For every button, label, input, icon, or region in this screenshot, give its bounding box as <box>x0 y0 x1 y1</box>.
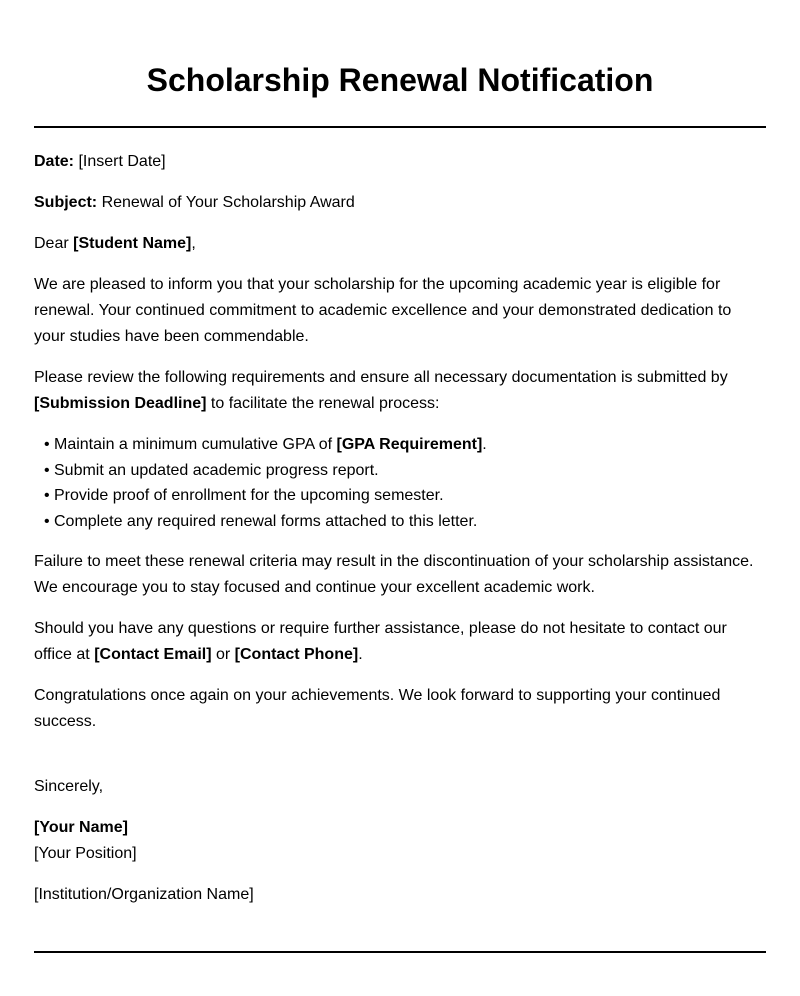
date-label: Date: <box>34 153 75 170</box>
bullet-icon: • <box>44 461 50 479</box>
subject-label: Subject: <box>34 194 98 211</box>
closing-spacer <box>34 750 766 774</box>
list-item <box>44 432 766 458</box>
top-divider <box>34 126 766 128</box>
subject-value: Renewal of Your Scholarship Award <box>97 194 355 211</box>
greeting-prefix: Dear <box>34 235 74 252</box>
date-value: [Insert Date] <box>74 153 166 170</box>
greeting-suffix: , <box>191 235 196 252</box>
deadline-placeholder: [Submission Deadline] <box>34 395 207 412</box>
list-item <box>44 509 766 535</box>
requirement-text: Submit an updated academic progress report. <box>54 461 379 479</box>
signature-position: [Your Position] <box>34 845 137 862</box>
gpa-placeholder: [GPA Requirement] <box>336 436 483 453</box>
bullet-icon: • <box>44 512 50 530</box>
intro-paragraph: We are pleased to inform you that your scholarship for the upcoming academic year is eligible for renewal. Your continued commitment to academic excellence and your demonstrated dedication to your studies have been commendable. <box>34 276 732 345</box>
requirements-intro-paragraph <box>34 365 766 417</box>
requirements-intro-tail: to facilitate the renewal process: <box>206 395 440 412</box>
congratulations-paragraph: Congratulations once again on your achievements. We look forward to supporting your continued success. <box>34 687 721 730</box>
signature-organization: [Institution/Organization Name] <box>34 886 254 903</box>
consequence-paragraph: Failure to meet these renewal criteria may result in the discontinuation of your scholarship assistance. We encourage you to stay focused and continue your excellent academic work. <box>34 553 754 596</box>
contact-tail: . <box>358 646 363 663</box>
contact-paragraph <box>34 616 766 668</box>
greeting <box>34 231 766 257</box>
letter-body <box>34 149 766 923</box>
date-line <box>34 149 766 175</box>
bullet-icon: • <box>44 436 50 453</box>
contact-text: Should you have any questions or require further assistance, please do not hesitate to contact our office at <box>34 620 727 663</box>
student-name-placeholder: [Student Name] <box>73 235 192 252</box>
your-name-placeholder: [Your Name] <box>34 819 128 836</box>
list-item <box>44 483 766 509</box>
requirement-tail: . <box>482 436 487 453</box>
list-item <box>44 458 766 484</box>
subject-line <box>34 190 766 216</box>
requirement-text: Provide proof of enrollment for the upcoming semester. <box>54 487 444 504</box>
letter-title: Scholarship Renewal Notification <box>146 62 654 98</box>
bullet-icon: • <box>44 487 50 504</box>
requirements-intro-text: Please review the following requirements and ensure all necessary documentation is submitted by <box>34 369 728 386</box>
contact-email-placeholder: [Contact Email] <box>94 646 212 663</box>
closing: Sincerely, <box>34 778 104 795</box>
requirement-text: Maintain a minimum cumulative GPA of <box>54 436 337 453</box>
contact-phone-placeholder: [Contact Phone] <box>234 646 359 663</box>
contact-connector: or <box>211 646 235 663</box>
bottom-divider <box>34 951 766 953</box>
requirement-text: Complete any required renewal forms attached to this letter. <box>54 512 478 530</box>
signature-name <box>34 815 766 841</box>
requirements-list <box>34 432 766 534</box>
